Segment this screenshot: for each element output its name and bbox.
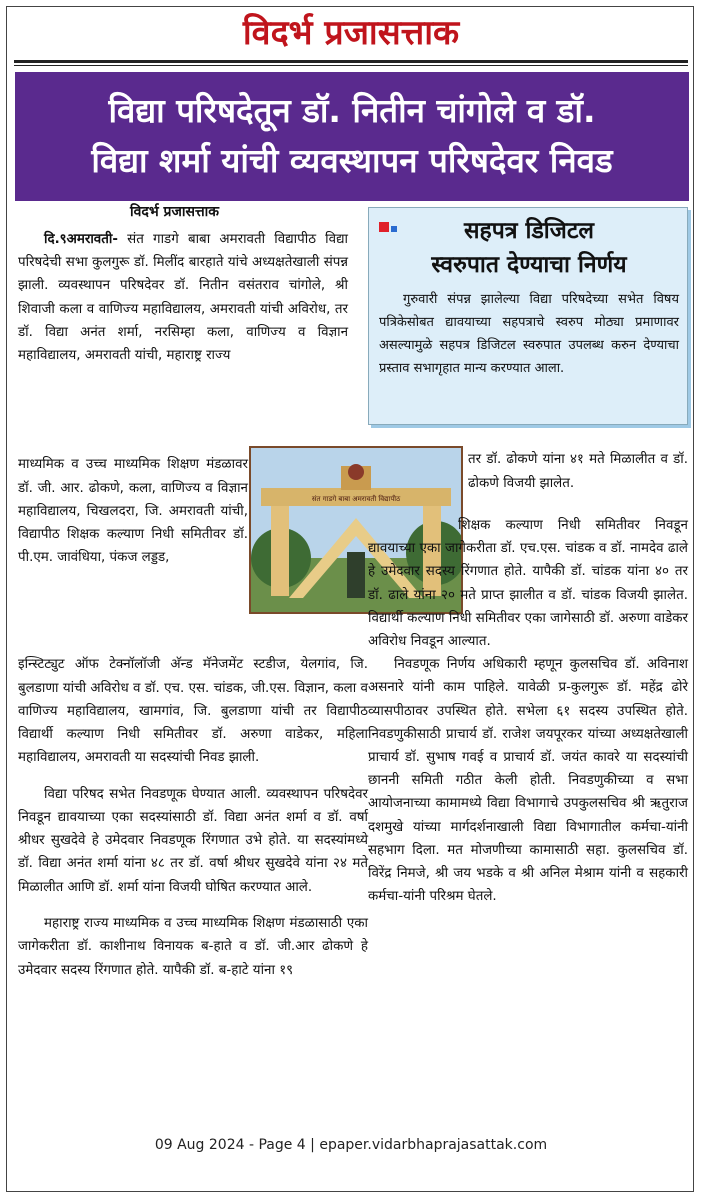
- sidebar-box-title-line-1: सहपत्र डिजिटल: [464, 218, 594, 244]
- footer-credit: 09 Aug 2024 - Page 4 | epaper.vidarbhaprajasattak.com: [154, 1137, 548, 1153]
- article-column-1-wrap: [18, 440, 248, 583]
- paragraph-col2-1: शिक्षक कल्याण निधी समितीवर निवडून द्यावयाच्या एका जागेकरीता डॉ. एच.एस. चांडक व डॉ. नामदेव ढाले हे उमेदवार सदस्य रिंगणात होते. यापैकी डॉ. चांडक यांना ४० तर डॉ. ढाले यांना २० मते प्राप्त झालीत व डॉ. चांडक विजयी झालेत. विद्यार्थी कल्याण निधी समितीवर एका जागेसाठी डॉ. अरुणा वाडेकर अविरोध निवडून आल्यात.: [368, 518, 688, 650]
- article-column-1-lower: [18, 640, 368, 995]
- paragraph-1b: माध्यमिक व उच्च माध्यमिक शिक्षण मंडळावर डॉ. जी. आर. ढोकणे, कला, वाणिज्य व विज्ञान महाविद्यालय, चिखलदरा, जि. अमरावती यांची, विद्यापीठ शिक्षक कल्याण निधी समितीवर डॉ. पी.एम. जावंधिया, पंकज लड्डड,: [18, 457, 248, 566]
- article-column-2: [368, 514, 688, 908]
- byline: विदर्भ प्रजासत्ताक: [130, 204, 220, 220]
- masthead: विदर्भ प्रजासत्ताक: [242, 13, 460, 53]
- paragraph-3: महाराष्ट्र राज्य माध्यमिक व उच्च माध्यमिक शिक्षण मंडळासाठी एका जागेकरीता डॉ. काशीनाथ विनायक ब-हाते व डॉ. जी.आर ढोकणे हे उमेदवार सदस्य रिंगणात होते. यापैकी डॉ. ब-हाटे यांना १९: [18, 916, 368, 978]
- headline-line-2: विद्या शर्मा यांची व्यवस्थापन परिषदेवर निवड: [91, 141, 613, 180]
- article-column-2-top: [468, 435, 688, 508]
- headline-banner: [15, 72, 689, 201]
- paragraph-col2-top: तर डॉ. ढोकणे यांना ४१ मते मिळालीत व डॉ. ढोकणे विजयी झालेत.: [468, 452, 688, 491]
- paragraph-col2-2: निवडणूक निर्णय अधिकारी म्हणून कुलसचिव डॉ. अविनाश असनारे यांनी काम पाहिले. यावेळी प्र-कुलगुरू डॉ. महेंद्र ढोरे व्यासपीठावर उपस्थित होते. सभेला ६१ सदस्य उपस्थित होते. निवडणुकीसाठी प्राचार्य डॉ. राजेश जयपूरकर यांच्या अध्यक्षतेखाली प्राचार्य डॉ. सुभाष गवई व प्राचार्य डॉ. जयंत कावरे या सदस्यांची छाननी समिती गठीत केली होती. निवडणुकीच्या व सभा आयोजनाच्या कामामध्ये विद्या विभागाचे उपकुलसचिव श्री ऋतुराज दशमुखे यांच्या मार्गदर्शनाखाली विद्या विभागातील कर्मचा-यांनी सहभाग दिला. मत मोजणीच्या कामासाठी सहा. कुलसचिव डॉ. विरेंद्र निमजे, श्री जय भडके व श्री अनिल मेश्राम यांनी व सहकारी कर्मचा-यांनी परिश्रम घेतले.: [368, 657, 688, 905]
- sidebar-box-title-line-2: स्वरुपात देण्याचा निर्णय: [431, 252, 627, 278]
- sidebar-box-title: [369, 214, 689, 282]
- paragraph-1c: इन्स्टिट्युट ऑफ टेक्नॉलॉजी अ‍ॅन्ड मॅनेजमेंट स्टडीज, येलगांव, जि. बुलडाणा यांची अविरोध व डॉ. एच. एस. चांडक, जी.एस. विज्ञान, कला व वाणिज्य महाविद्यालय, खामगांव, जि. बुलडाणा यांची तर विद्यापीठ विद्यार्थी कल्याण निधी समितीवर डॉ. अरुणा वाडेकर, महिला महाविद्यालय, अमरावती या सदस्यांची निवड झाली.: [18, 657, 368, 766]
- dateline: दि.९अमरावती-: [44, 232, 118, 247]
- masthead-rule-thin: [14, 65, 688, 66]
- gate-sign: संत गाडगे बाबा अमरावती विद्यापीठ: [311, 495, 401, 503]
- sidebar-box: [368, 207, 688, 425]
- headline-line-1: विद्या परिषदेतून डॉ. नितीन चांगोले व डॉ.: [108, 91, 596, 130]
- paragraph-2: विद्या परिषद सभेत निवडणूक घेण्यात आली. व्यवस्थापन परिषदेवर निवडून द्यावयाच्या एका सदस्यांसाठी डॉ. विद्या अनंत शर्मा व डॉ. वर्षा श्रीधर सुखदेवे हे उमेदवार निवडणूक रिंगणात उभे होते. या सदस्यांमध्ये डॉ. विद्या अनंत शर्मा यांना ४८ तर डॉ. वर्षा श्रीधर सुखदेवे यांना २४ मते मिळालीत आणि डॉ. शर्मा यांना विजयी घोषित करण्यात आले.: [18, 786, 368, 895]
- article-column-1: [18, 228, 348, 367]
- sidebar-box-body: गुरुवारी संपन्न झालेल्या विद्या परिषदेच्या सभेत विषय पत्रिकेसोबत द्यावयाच्या सहपत्राचे स्वरुप मोठ्या प्रमाणावर असल्यामुळे सहपत्र डिजिटल स्वरुपात उपलब्ध करुन देण्याचा प्रस्ताव सभागृहात मान्य करण्यात आला.: [379, 292, 679, 376]
- masthead-rule: [14, 60, 688, 63]
- paragraph-1: संत गाडगे बाबा अमरावती विद्यापीठ विद्या परिषदेची सभा कुलगुरू डॉ. मिलींद बारहाते यांचे अध्यक्षतेखाली संपन्न झाली. व्यवस्थापन परिषदेवर डॉ. नितीन वसंतराव चांगोले, श्री शिवाजी कला व वाणिज्य महाविद्यालय, अमरावती यांची अविरोध, तर डॉ. विद्या अनंत शर्मा, नरसिम्हा कला, वाणिज्य व विज्ञान महाविद्यालय, अमरावती यांची, महाराष्ट्र राज्य: [18, 232, 349, 364]
